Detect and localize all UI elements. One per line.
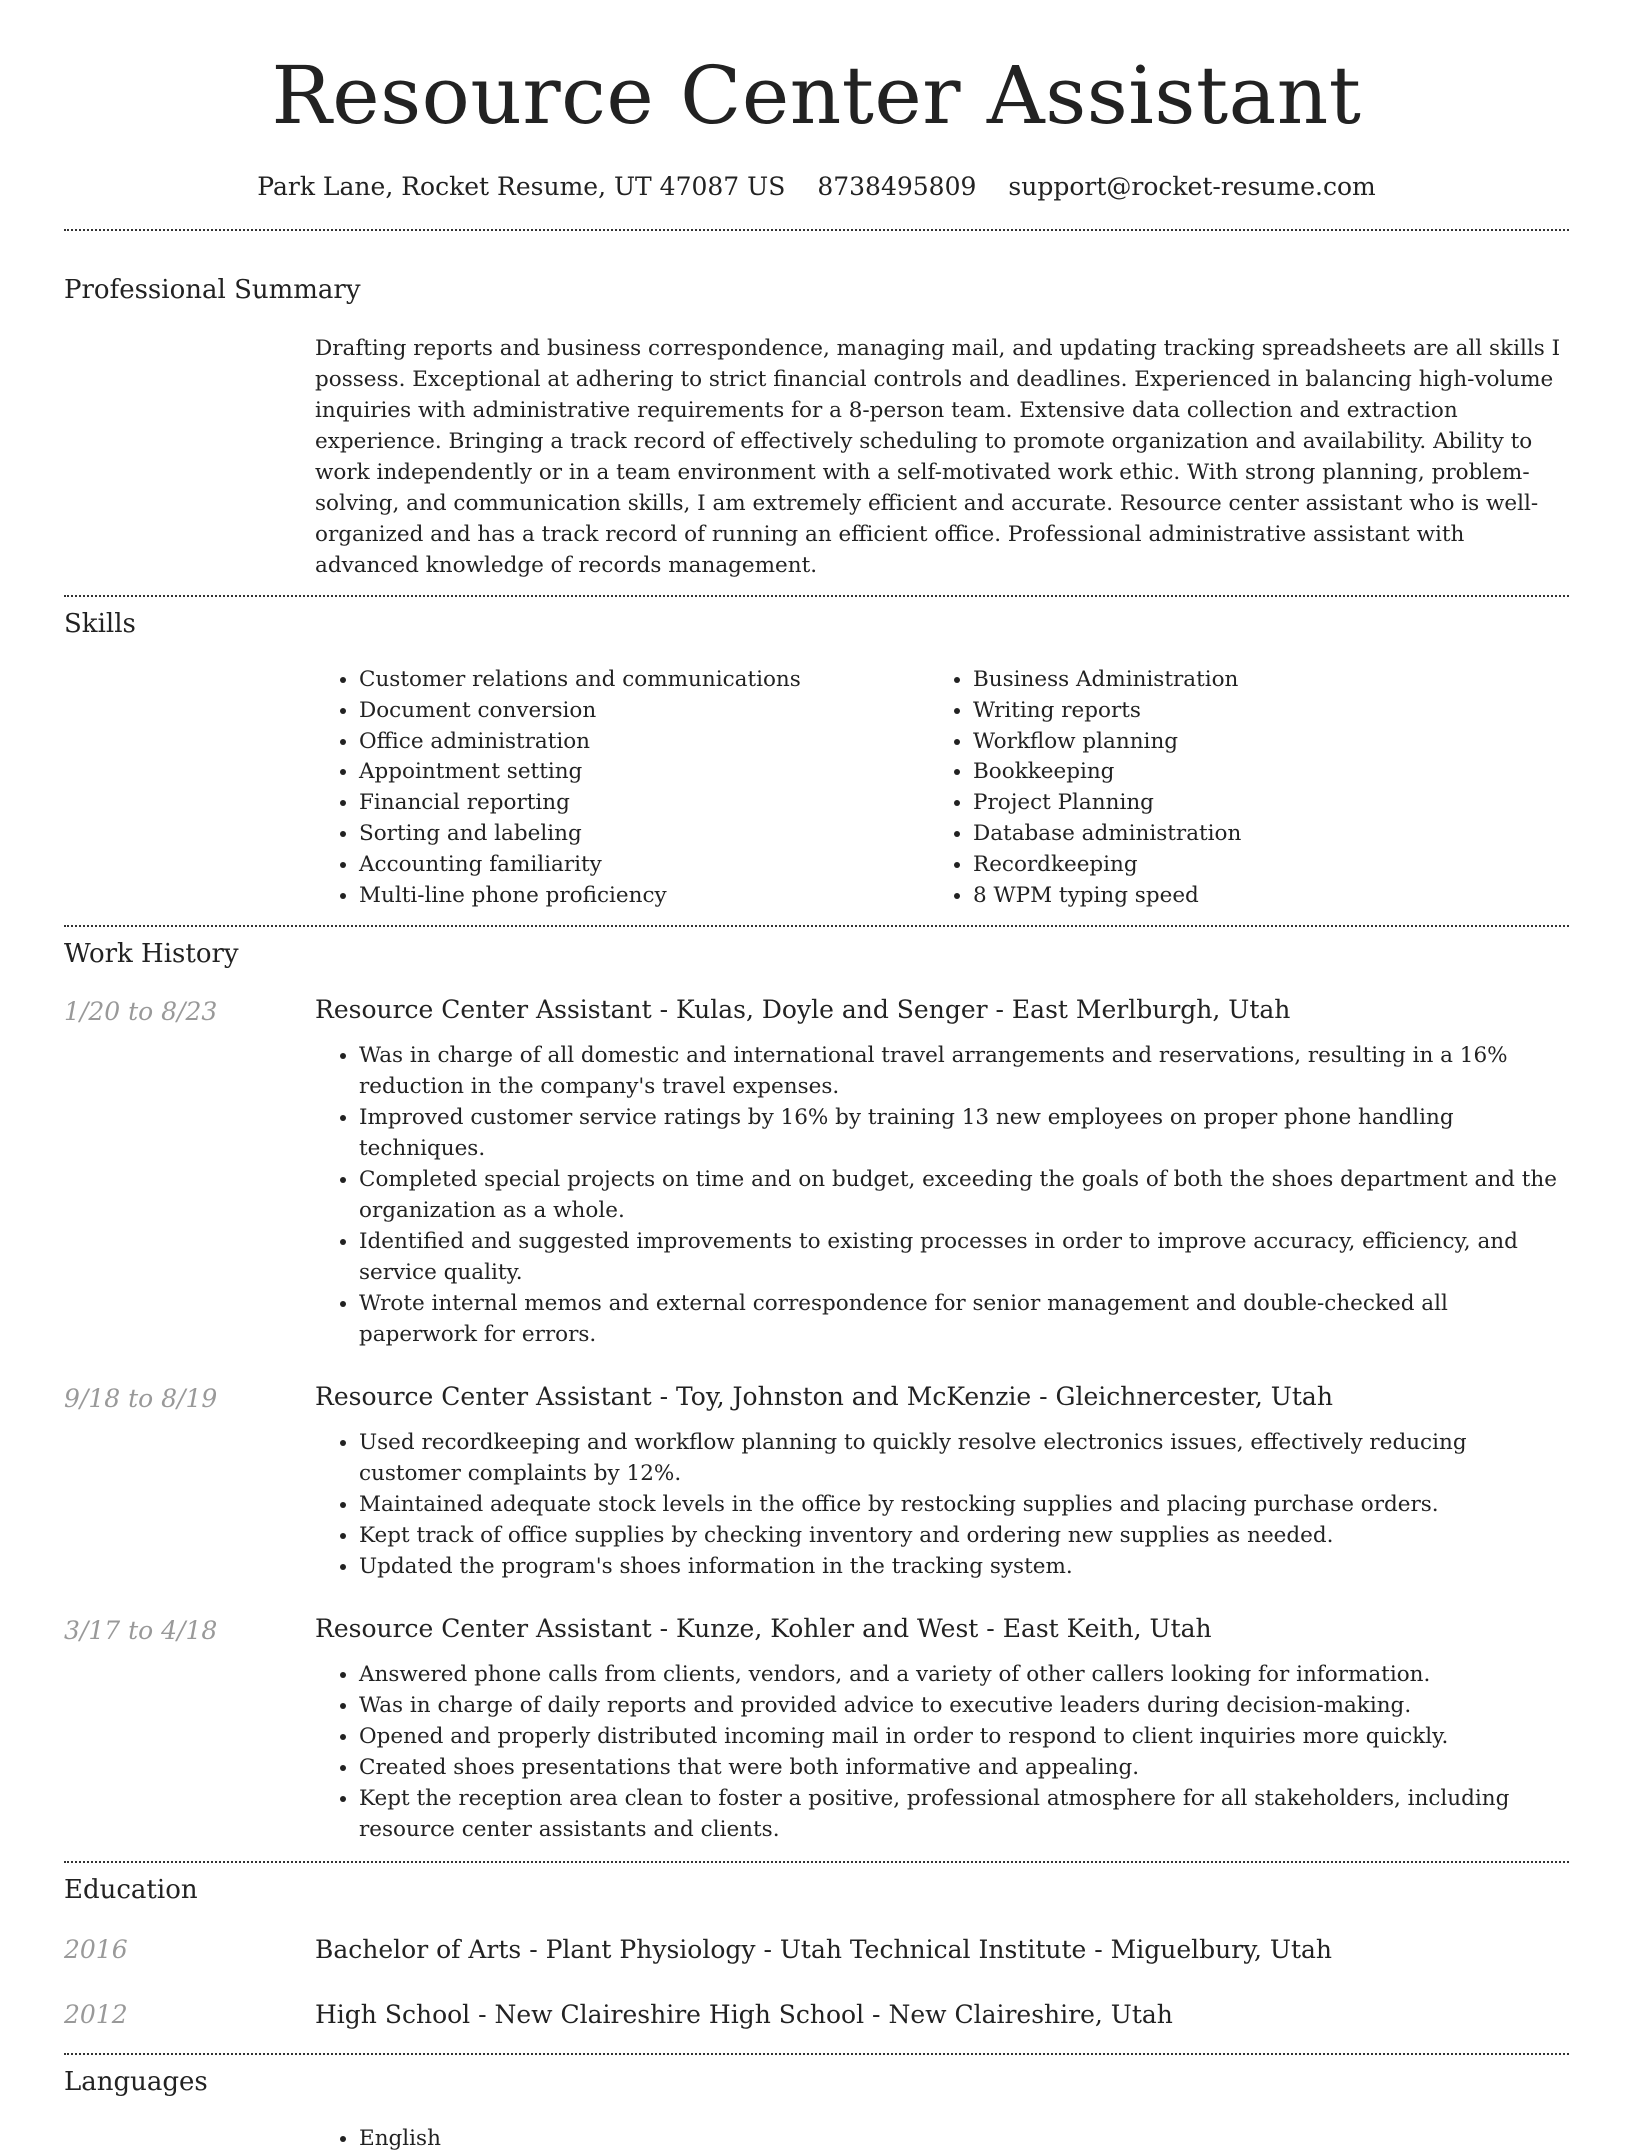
work-history-heading: Work History [64,939,239,970]
skills-list [315,665,1569,911]
skill-item: • Recordkeeping [973,850,1241,881]
job-bullet: • Improved customer service ratings by 16% by training 13 new employees on proper phone handling techniques. [359,1102,1569,1164]
education-detail: Bachelor of Arts - Plant Physiology - Utah Technical Institute - Miguelbury, Utah [315,1935,1333,1965]
divider [64,925,1569,927]
skill-item: • Project Planning [973,788,1241,819]
job-bullet: • Kept track of office supplies by checking inventory and ordering new supplies as needed. [359,1520,1569,1551]
job-bullets [315,1659,1569,1845]
skill-item: • Writing reports [973,696,1241,727]
job-bullets [315,1040,1569,1350]
job-entry [64,1614,1569,1845]
education-entry [64,1935,1569,1964]
job-bullet: • Kept the reception area clean to foster a positive, professional atmosphere for all stakeholders, including resource center assistants and clients. [359,1783,1569,1845]
job-bullet: • Created shoes presentations that were both informative and appealing. [359,1752,1569,1783]
job-bullet: • Updated the program's shoes information in the tracking system. [359,1551,1569,1582]
job-bullets [315,1427,1569,1582]
languages-list [315,2123,1569,2154]
skill-item: • Workflow planning [973,727,1241,758]
skill-item: • Financial reporting [359,788,929,819]
skill-item: • Appointment setting [359,757,929,788]
skill-item: • Database administration [973,819,1241,850]
contact-address: Park Lane, Rocket Resume, UT 47087 US [257,172,786,201]
contact-line [64,172,1569,201]
skill-item: • Office administration [359,727,929,758]
job-bullet: • Was in charge of all domestic and international travel arrangements and reservations, resulting in a 16% reduction in the company's travel expenses. [359,1040,1569,1102]
job-title: Resource Center Assistant - Kulas, Doyle and Senger - East Merlburgh, Utah [315,995,1291,1025]
skill-item: • Multi-line phone proficiency [359,881,929,912]
skills-column-left [315,665,929,911]
skill-item: • Sorting and labeling [359,819,929,850]
skill-item: • Bookkeeping [973,757,1241,788]
job-bullet: • Maintained adequate stock levels in the office by restocking supplies and placing purchase orders. [359,1489,1569,1520]
job-title: Resource Center Assistant - Toy, Johnston and McKenzie - Gleichnercester, Utah [315,1382,1333,1412]
languages-heading: Languages [64,2067,208,2098]
education-year: 2016 [64,1935,128,1965]
summary-text: Drafting reports and business correspondence, managing mail, and updating tracking spreadsheets are all skills I possess. Exceptional at adhering to strict financial controls and deadlines. Experienced in balancing high-volume inquiries with administrative requirements for a 8-person team. Extensive data collection and extraction experience. Bringing a track record of effectively scheduling to promote organization and availability. Ability to work independently or in a team environment with a self-motivated work ethic. With strong planning, problem-solving, and communication skills, I am extremely efficient and accurate. Resource center assistant who is well-organized and has a track record of running an efficient office. Professional administrative assistant with advanced knowledge of records management. [315,336,1561,578]
job-entry [64,1382,1569,1582]
resume-name: Resource Center Assistant [271,49,1362,142]
resume-page [64,0,1569,2154]
language-item: • English [359,2123,1569,2154]
education-detail: High School - New Claireshire High School - New Claireshire, Utah [315,2000,1173,2030]
divider [64,595,1569,597]
contact-email: support@rocket-resume.com [1008,172,1376,201]
job-bullet: • Identified and suggested improvements to existing processes in order to improve accuracy, efficiency, and service quality. [359,1226,1569,1288]
education-heading: Education [64,1875,198,1906]
job-bullet: • Opened and properly distributed incoming mail in order to respond to client inquiries more quickly. [359,1721,1569,1752]
job-bullet: • Used recordkeeping and workflow planning to quickly resolve electronics issues, effectively reducing customer complaints by 12%. [359,1427,1569,1489]
job-dates: 3/17 to 4/18 [64,1616,218,1646]
skill-item: • Document conversion [359,696,929,727]
skill-item: • Customer relations and communications [359,665,929,696]
education-entry [64,2000,1569,2029]
education-year: 2012 [64,2000,128,2030]
job-bullet: • Wrote internal memos and external correspondence for senior management and double-checked all paperwork for errors. [359,1288,1569,1350]
divider [64,2053,1569,2055]
job-dates: 9/18 to 8/19 [64,1384,218,1414]
job-bullet: • Was in charge of daily reports and provided advice to executive leaders during decision-making. [359,1690,1569,1721]
contact-phone: 8738495809 [817,172,977,201]
skill-item: • 8 WPM typing speed [973,881,1241,912]
job-dates: 1/20 to 8/23 [64,997,218,1027]
skill-item: • Business Administration [973,665,1241,696]
skills-column-right [929,665,1241,911]
job-bullet: • Answered phone calls from clients, vendors, and a variety of other callers looking for information. [359,1659,1569,1690]
divider [64,229,1569,231]
divider [64,1861,1569,1863]
job-bullet: • Completed special projects on time and on budget, exceeding the goals of both the shoes department and the organization as a whole. [359,1164,1569,1226]
skills-heading: Skills [64,609,136,639]
job-title: Resource Center Assistant - Kunze, Kohler and West - East Keith, Utah [315,1614,1212,1644]
job-entry [64,995,1569,1350]
skill-item: • Accounting familiarity [359,850,929,881]
summary-heading: Professional Summary [64,275,361,305]
